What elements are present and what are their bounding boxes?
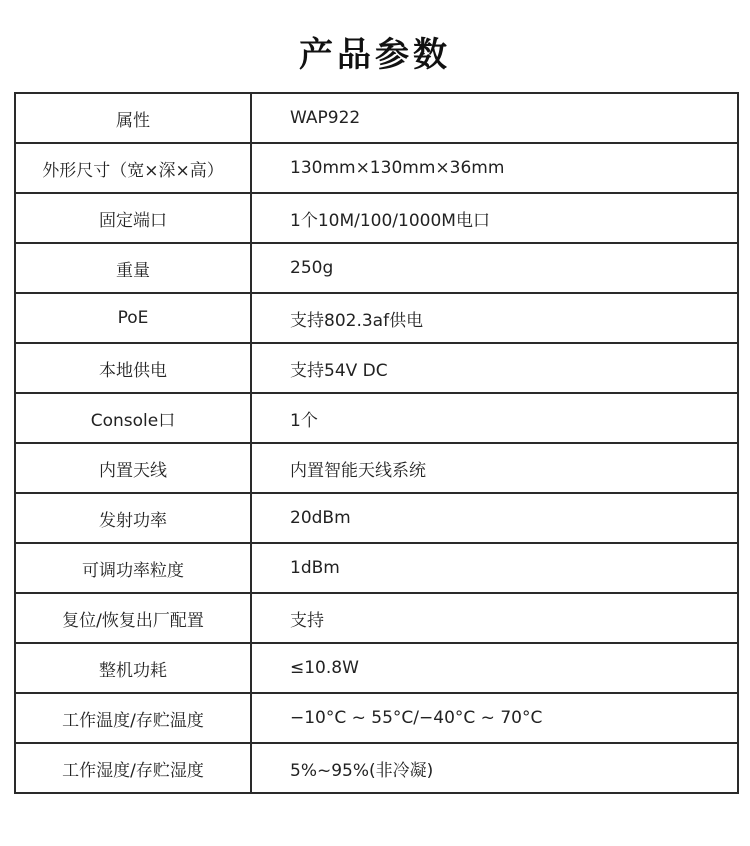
table-row xyxy=(15,243,738,293)
row-value: 250g xyxy=(251,243,738,293)
table-row xyxy=(15,743,738,793)
table-row xyxy=(15,693,738,743)
row-label: 固定端口 xyxy=(15,193,251,243)
table-row xyxy=(15,493,738,543)
spec-table xyxy=(14,92,739,794)
table-row xyxy=(15,293,738,343)
row-label: 复位/恢复出厂配置 xyxy=(15,593,251,643)
table-row xyxy=(15,593,738,643)
row-label: 内置天线 xyxy=(15,443,251,493)
table-row xyxy=(15,343,738,393)
table-row xyxy=(15,643,738,693)
row-value: −10°C ~ 55°C/−40°C ~ 70°C xyxy=(251,693,738,743)
row-value: 1个 xyxy=(251,393,738,443)
row-label: 本地供电 xyxy=(15,343,251,393)
row-label: Console口 xyxy=(15,393,251,443)
row-label: 重量 xyxy=(15,243,251,293)
page-title: 产品参数 xyxy=(299,35,451,75)
row-label: 工作湿度/存贮湿度 xyxy=(15,743,251,793)
row-label: 外形尺寸（宽×深×高） xyxy=(15,143,251,193)
row-value: 20dBm xyxy=(251,493,738,543)
row-value: 1个10M/100/1000M电口 xyxy=(251,193,738,243)
table-row xyxy=(15,443,738,493)
row-value: 支持802.3af供电 xyxy=(251,293,738,343)
row-value: 130mm×130mm×36mm xyxy=(251,143,738,193)
row-label: 属性 xyxy=(15,93,251,143)
row-value: 5%~95%(非冷凝) xyxy=(251,743,738,793)
table-row xyxy=(15,543,738,593)
row-value: WAP922 xyxy=(251,93,738,143)
row-value: 1dBm xyxy=(251,543,738,593)
row-value: 支持54V DC xyxy=(251,343,738,393)
table-row xyxy=(15,193,738,243)
row-value: 内置智能天线系统 xyxy=(251,443,738,493)
table-row xyxy=(15,93,738,143)
row-label: 可调功率粒度 xyxy=(15,543,251,593)
row-label: 整机功耗 xyxy=(15,643,251,693)
row-label: 发射功率 xyxy=(15,493,251,543)
row-label: 工作温度/存贮温度 xyxy=(15,693,251,743)
row-value: ≤10.8W xyxy=(251,643,738,693)
row-value: 支持 xyxy=(251,593,738,643)
table-row xyxy=(15,393,738,443)
table-row xyxy=(15,143,738,193)
row-label: PoE xyxy=(15,293,251,343)
